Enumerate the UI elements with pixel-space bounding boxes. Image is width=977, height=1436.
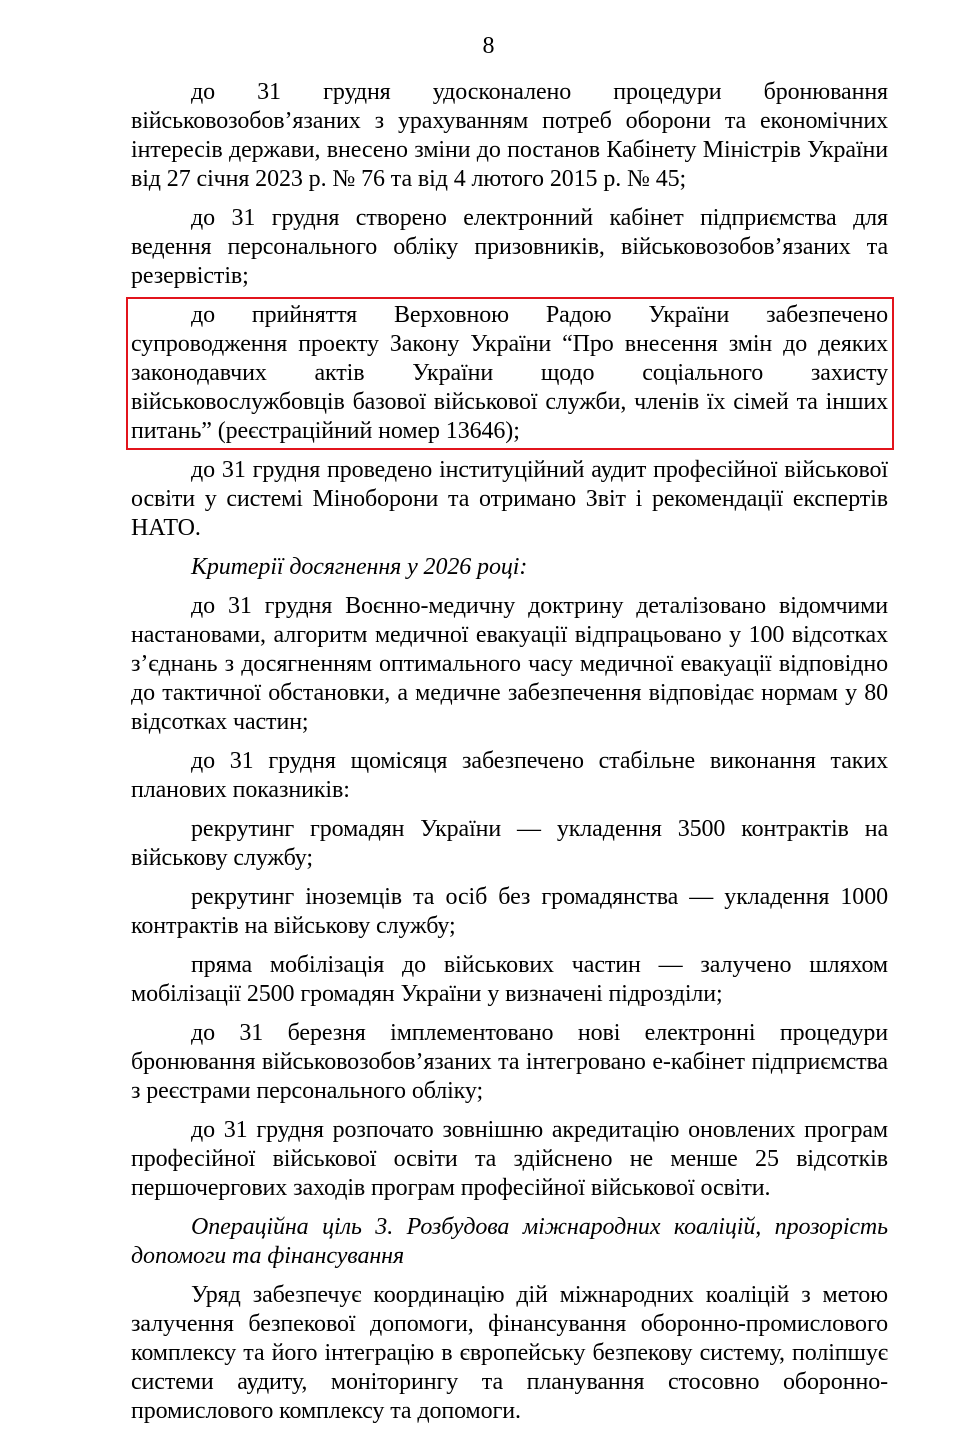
document-body xyxy=(131,78,888,1436)
section-heading-criteria-2026: Критерії досягнення у 2026 році: xyxy=(191,554,528,580)
page-number: 8 xyxy=(482,33,495,59)
paragraph-electronic-cabinet: до 31 грудня створено електронний кабінет підприємства для ведення персонального обліку призовників, військовозобов’язаних та резервістів; xyxy=(131,205,888,289)
paragraph-government-coordination: Уряд забезпечує координацію дій міжнародних коаліцій з метою залучення безпекової допомоги, фінансування оборонно-промислового комплексу та його інтеграцію в європейську безпекову систему, поліпшує системи аудиту, моніторингу та планування стосовно оборонно-промислового комплексу та допомоги. xyxy=(131,1282,888,1424)
paragraph-recruiting-foreigners: рекрутинг іноземців та осіб без громадянства — укладення 1000 контрактів на військову службу; xyxy=(131,884,888,939)
paragraph-direct-mobilization: пряма мобілізація до військових частин — залучено шляхом мобілізації 2500 громадян України у визначені підрозділи; xyxy=(131,952,888,1007)
paragraph-recruiting-citizens: рекрутинг громадян України — укладення 3500 контрактів на військову службу; xyxy=(131,816,888,871)
paragraph-highlighted-text: до прийняття Верховною Радою України забезпечено супроводження проекту Закону України “Про внесення змін до деяких законодавчих актів України щодо соціального захисту військовослужбовців базової військової служби, членів їх сімей та інших питань” (реєстраційний номер 13646); xyxy=(131,302,888,444)
paragraph-highlighted-draft-law xyxy=(131,301,888,446)
paragraph-march-procedures: до 31 березня імплементовано нові електронні процедури бронювання військовозобов’язаних та інтегровано е-кабінет підприємства з реєстрами персонального обліку; xyxy=(131,1020,888,1104)
section-heading-operational-goal-3: Операційна ціль 3. Розбудова міжнародних коаліцій, прозорість допомоги та фінансування xyxy=(131,1214,888,1269)
paragraph-medical-doctrine: до 31 грудня Воєнно-медичну доктрину деталізовано відомчими настановами, алгоритм медичної евакуації відпрацьовано у 100 відсотках з’єднань з досягненням оптимального часу медичної евакуації відповідно до тактичної обстановки, а медичне забезпечення відповідає нормам у 80 відсотках частин; xyxy=(131,593,888,735)
paragraph-accreditation: до 31 грудня розпочато зовнішню акредитацію оновлених програм професійної військової освіти та здійснено не менше 25 відсотків першочергових заходів програм професійної військової освіти. xyxy=(131,1117,888,1201)
paragraph-institutional-audit: до 31 грудня проведено інституційний аудит професійної військової освіти у системі Міноборони та отримано Звіт і рекомендації експертів НАТО. xyxy=(131,457,888,541)
paragraph-monthly-indicators: до 31 грудня щомісяця забезпечено стабільне виконання таких планових показників: xyxy=(131,748,888,803)
paragraph-reservation-procedures: до 31 грудня удосконалено процедури бронювання військовозобов’язаних з урахуванням потреб оборони та економічних інтересів держави, внесено зміни до постанов Кабінету Міністрів України від 27 січня 2023 р. № 76 та від 4 лютого 2015 р. № 45; xyxy=(131,79,888,192)
